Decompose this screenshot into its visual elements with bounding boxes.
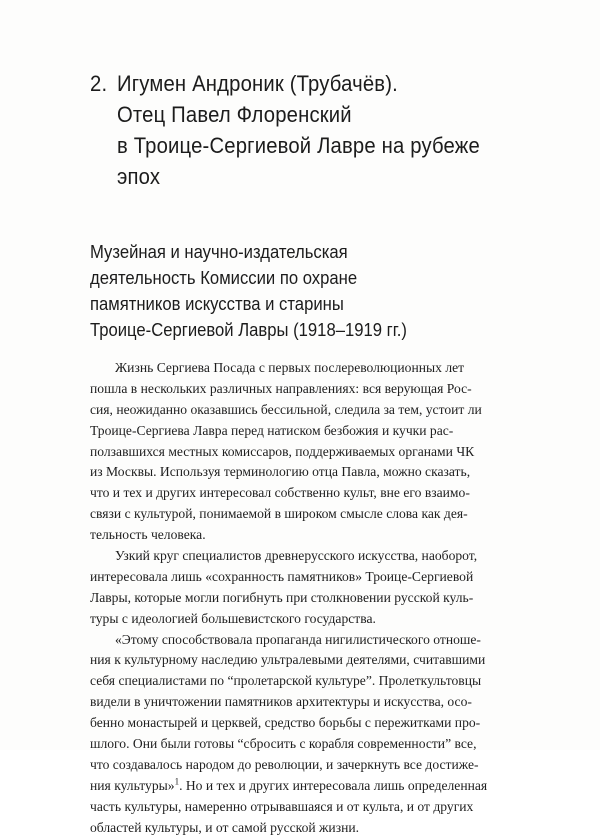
- chapter-number: 2.: [90, 71, 108, 96]
- text-line: Троице-Сергиева Лавра перед натиском безбожия и кучки рас-: [90, 422, 454, 438]
- section-title-line: Троице-Сергиевой Лавры (1918–1919 гг.): [90, 319, 407, 340]
- text-line: туры с идеологией большевистского государства.: [90, 610, 376, 626]
- chapter-title-line: Отец Павел Флоренский: [117, 102, 352, 127]
- text-line-with-footnote: [90, 776, 565, 797]
- chapter-title: [117, 68, 480, 192]
- chapter-title-line: эпох: [117, 164, 161, 189]
- text-line: что и тех и других интересовал собственно культ, вне его взаимо-: [90, 485, 470, 501]
- section-title-line: памятников искусства и старины: [90, 293, 344, 314]
- section-heading: [90, 239, 513, 343]
- text-line: ния к культурному наследию ультралевыми деятелями, считавшими: [90, 652, 486, 668]
- text-line: тельность человека.: [90, 527, 206, 543]
- paragraph-1: [90, 358, 565, 546]
- text-line: видели в уничтожении памятников архитектуры и искусства, осо-: [90, 694, 472, 710]
- text-line: Узкий круг специалистов древнерусского искусства, наоборот,: [115, 548, 478, 564]
- text-line: себя специалистами по “пролетарской культуре”. Пролеткультовцы: [90, 673, 482, 689]
- section-title-line: Музейная и научно-издательская: [90, 241, 348, 262]
- text-line: интересовала лишь «сохранность памятников» Троице-Сергиевой: [90, 568, 474, 584]
- paragraph-3: [90, 630, 565, 839]
- text-line: «Этому способствовала пропаганда нигилистического отноше-: [115, 631, 481, 647]
- chapter-title-line: Игумен Андроник (Трубачёв).: [117, 71, 398, 96]
- body-text: [90, 358, 565, 838]
- text-line: Жизнь Сергиева Посада с первых послереволюционных лет: [115, 360, 465, 375]
- text-line: Лавры, которые могли погибнуть при столкновении русской куль-: [90, 589, 474, 605]
- text-line: бенно монастырей и церквей, средство борьбы с пережитками про-: [90, 715, 481, 731]
- text-line: ползавшихся местных комиссаров, поддерживаемых органами ЧК: [90, 443, 475, 459]
- text-line: пошла в нескольких различных направлениях: вся верующая Рос-: [90, 380, 472, 396]
- text-fragment: . Но и тех и других интересовала лишь определенная: [179, 777, 488, 793]
- paragraph-2: [90, 546, 565, 630]
- chapter-heading: [90, 68, 513, 192]
- text-line: что создавалось народом до революции, и зачеркнуть все достиже-: [90, 756, 479, 772]
- text-line: сия, неожиданно оказавшись бессильной, следила за тем, устоит ли: [90, 401, 482, 417]
- text-line: часть культуры, намеренно отрывавшаяся и от культа, и от других: [90, 798, 474, 814]
- text-line: связи с культурой, понимаемой в широком смысле слова как дея-: [90, 506, 468, 522]
- section-title-line: деятельность Комиссии по охране: [90, 267, 358, 288]
- text-line: шлого. Они были готовы “сбросить с корабля современности” все,: [90, 736, 477, 752]
- text-fragment: ния культуры»: [90, 777, 175, 793]
- text-line: из Москвы. Используя терминологию отца Павла, можно сказать,: [90, 464, 471, 480]
- text-line: областей культуры, и от самой русской жизни.: [90, 819, 360, 835]
- footnote-reference[interactable]: 1: [174, 776, 180, 787]
- chapter-title-line: в Троице-Сергиевой Лавре на рубеже: [117, 133, 480, 158]
